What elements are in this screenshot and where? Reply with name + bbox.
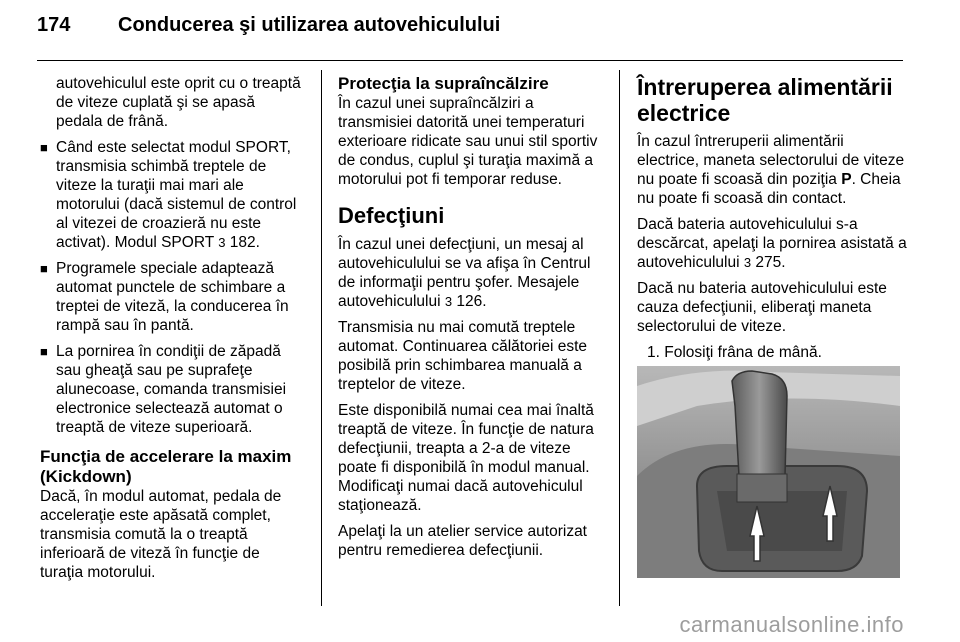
page-reference[interactable]: 182. xyxy=(229,234,260,251)
power-paragraph xyxy=(637,215,907,272)
power-text: . Cheia nu poate fi scoasă din contact. xyxy=(637,171,901,207)
column-divider xyxy=(619,70,620,606)
faults-paragraph: Transmisia nu mai comută treptele automat. Continuarea călătoriei este posibilă prin schimbarea manuală a treptelor de viteze. xyxy=(338,319,588,393)
power-text: În cazul întreruperii alimentării electrice, maneta selectorului de viteze nu poate fi scoasă din poziţia xyxy=(637,133,905,188)
bullet-icon: ■ xyxy=(40,344,48,359)
park-position-label: P xyxy=(841,171,852,188)
bullet-text: Când este selectat modul SPORT, transmisia schimbă treptele de viteze la turaţii mai mari ale motorului (dacă sistemul de control al vitezei de croazieră nu este activat). Modul SPORT xyxy=(56,139,297,251)
step-item: 1. Folosiţi frâna de mână. xyxy=(647,344,822,361)
gear-selector-illustration xyxy=(637,366,900,578)
watermark: carmanualsonline.info xyxy=(679,612,904,637)
list-item xyxy=(40,259,305,335)
chapter-title: Conducerea şi utilizarea autovehiculului xyxy=(118,14,501,36)
column-1 xyxy=(40,74,305,589)
continued-bullet-text: autovehiculul este oprit cu o treaptă de viteze cuplată şi se apasă pedala de frână. xyxy=(56,75,301,130)
page-reference[interactable]: 126. xyxy=(456,293,487,310)
list-item xyxy=(40,138,305,252)
power-paragraph: Dacă nu bateria autovehiculului este cauza defecţiunii, eliberaţi maneta selectorului de viteze. xyxy=(637,280,887,335)
reference-arrow-icon: 3 xyxy=(444,294,453,309)
column-divider xyxy=(321,70,322,606)
power-heading: Întreruperea alimentării electrice xyxy=(637,74,893,126)
overheat-heading: Protecţia la supraîncălzire xyxy=(338,74,549,93)
bullet-text: La pornirea în condiţii de zăpadă sau gheaţă sau pe suprafeţe alunecoase, comanda transmisiei electronice selectează automat o treaptă de viteze superioară. xyxy=(56,343,287,436)
reference-arrow-icon: 3 xyxy=(218,235,226,250)
overheat-text: În cazul unei supraîncălziri a transmisiei datorită unei temperaturi exterioare ridicate sau unui stil sportiv de condus, cuplul şi turaţia maximă a motorului pot fi temporar reduse. xyxy=(338,95,598,188)
page-number: 174 xyxy=(37,14,71,36)
reference-arrow-icon: 3 xyxy=(743,255,752,270)
power-paragraph xyxy=(637,132,907,208)
faults-paragraph xyxy=(338,235,608,311)
faults-heading: Defecţiuni xyxy=(338,203,445,228)
kickdown-heading: Funcţia de accelerare la maxim (Kickdown) xyxy=(40,447,292,486)
faults-text: În cazul unei defecţiuni, un mesaj al autovehiculului se va afişa în Centrul de informaţii pentru şofer. Mesajele autovehiculului xyxy=(338,236,591,310)
power-text: Dacă bateria autovehiculului s-a descărcat, apelaţi la pornirea asistată a autovehiculului xyxy=(637,216,907,271)
page-reference[interactable]: 275. xyxy=(755,254,786,271)
kickdown-text: Dacă, în modul automat, pedala de acceleraţie este apăsată complet, transmisia comută la o treaptă inferioară de viteză în funcţie de turaţia motorului. xyxy=(40,488,282,581)
column-2 xyxy=(338,74,608,567)
bullet-text: Programele speciale adaptează automat punctele de schimbare a treptei de viteză, la conducerea în rampă sau în pantă. xyxy=(56,260,289,334)
bullet-icon: ■ xyxy=(40,261,48,276)
faults-paragraph: Apelaţi la un atelier service autorizat pentru remedierea defecţiunii. xyxy=(338,523,587,559)
faults-paragraph: Este disponibilă numai cea mai înaltă treaptă de viteze. În funcţie de natura defecţiunii, treapta a 2-a de viteze poate fi disponibilă în modul manual. Modificaţi numai dacă autovehiculul staţionează. xyxy=(338,402,594,514)
list-item xyxy=(40,342,305,437)
bullet-list xyxy=(40,138,305,437)
header-rule xyxy=(37,60,903,61)
column-3 xyxy=(637,74,907,369)
bullet-icon: ■ xyxy=(40,140,48,155)
